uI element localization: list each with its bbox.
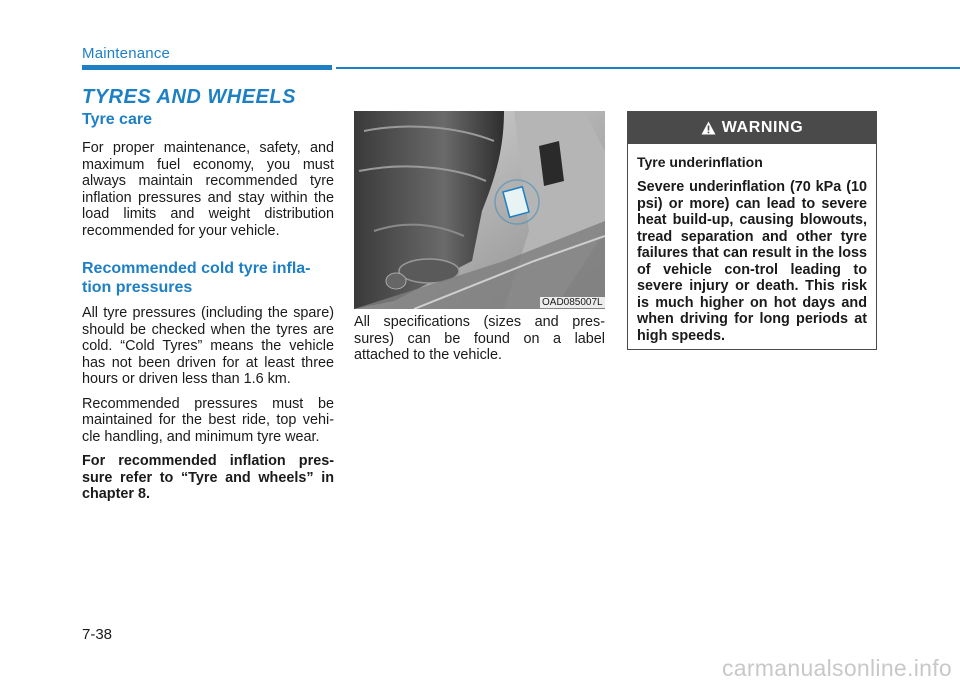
header-rule-thick	[82, 65, 332, 70]
column-2	[354, 314, 605, 364]
photo-illustration	[354, 111, 605, 309]
maintain-paragraph: Recommended pressures must be maintained for the best ride, top vehi-cle handling, and minimum tyre wear.	[82, 395, 334, 445]
warning-label: WARNING	[721, 119, 804, 136]
warning-triangle-icon	[701, 121, 716, 135]
warning-title: Tyre underinflation	[637, 154, 763, 170]
reference-paragraph: For recommended inflation pres-sure refer to “Tyre and wheels” in chapter 8.	[82, 453, 334, 502]
tyre-care-paragraph: For proper maintenance, safety, and maximum fuel economy, you must always maintain recommended tyre inflation pressures and stay within the load limits and weight distribution recommended for your vehicle.	[82, 140, 334, 239]
page-title: TYRES AND WHEELS	[82, 86, 296, 108]
image-code: OAD085007L	[542, 297, 603, 308]
warning-header	[628, 112, 876, 144]
warning-text: Severe underinflation (70 kPa (10 psi) or more) can lead to severe heat build-up, causing blowouts, tread separation and other tyre failures that can result in the loss of vehicle con-trol leading to severe injury or death. This risk is much higher on hot days and when driving for long periods at high speeds.	[637, 179, 867, 344]
page-number: 7-38	[82, 626, 113, 643]
section-label: Maintenance	[82, 45, 171, 62]
warning-box	[627, 111, 877, 350]
tyre-care-heading: Tyre care	[82, 111, 152, 128]
warning-body	[628, 144, 876, 344]
cold-pressure-paragraph: All tyre pressures (including the spare) should be checked when the tyres are cold. “Cold Tyres” means the vehicle has not been driven for at least three hours or driven less than 1.6 km.	[82, 305, 334, 387]
label-caption: All specifications (sizes and pres-sures) can be found on a label attached to the vehicle.	[354, 314, 605, 363]
cold-pressure-heading	[82, 259, 334, 297]
cold-pressure-heading-line2: tion pressures	[82, 279, 193, 296]
header-rule-thin	[336, 67, 960, 69]
door-sill-label-photo	[354, 111, 605, 309]
watermark: carmanualsonline.info	[721, 655, 952, 681]
cold-pressure-heading-line1: Recommended cold tyre infla-	[82, 260, 311, 277]
column-1	[82, 108, 334, 503]
